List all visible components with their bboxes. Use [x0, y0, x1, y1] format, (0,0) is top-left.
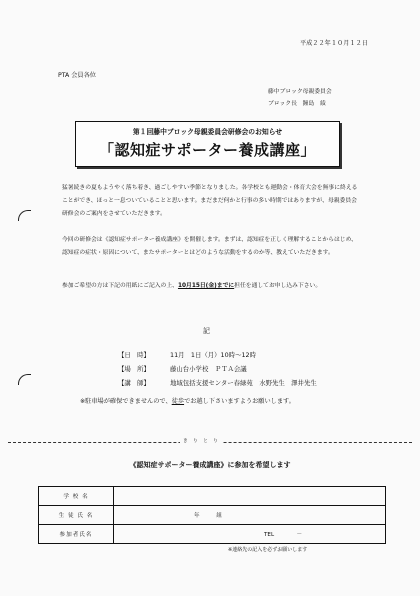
- datetime-label: 【日 時】: [118, 351, 150, 359]
- event-info: [118, 348, 317, 390]
- place-row: [118, 362, 317, 376]
- place-value: 藤山台小学校 ＰＴＡ会議: [170, 365, 247, 373]
- punch-hole-mark: [18, 374, 31, 385]
- datetime-value: 11月 1日（月）10時〜12時: [170, 351, 256, 359]
- paragraph-details: 今回の研修会は《認知症サポーター養成講座》を開催します。まずは、認知症を正しく理解することからはじめ、認知症の症状・原因について、またサポーターとはどのような活動をするのか等、教えていただきます。: [62, 237, 357, 256]
- title-main: 「認知症サポーター養成講座」: [98, 141, 316, 159]
- application-form: [38, 486, 386, 544]
- form-row-student: [39, 506, 386, 525]
- sender-person: ブロック長 鐘島 綾: [268, 101, 326, 107]
- ki-heading: 記: [203, 327, 210, 335]
- parking-text-b: でお越し下さいますようお願いします。: [184, 398, 295, 405]
- participant-name-field[interactable]: TEL －: [114, 525, 386, 544]
- form-heading: 《認知症サポーター養成講座》に参加を希望します: [129, 461, 291, 469]
- parking-text-a: ※駐車場が確保できませんので、: [80, 398, 172, 405]
- title-subtitle: 第１回藤中ブロック母親委員会研修会のお知らせ: [132, 128, 283, 136]
- punch-hole-mark: [18, 210, 31, 221]
- form-label: 生 徒 氏 名: [39, 506, 114, 525]
- recipient: PTA 会員各位: [58, 72, 96, 79]
- form-row-participant: [39, 525, 386, 544]
- place-label: 【場 所】: [118, 365, 150, 373]
- cut-label: き り と り: [180, 438, 223, 444]
- paragraph-greeting: 猛暑続きの夏もようやく落ち着き、過ごしやすい季節となりました。各学校とも運動会・体育大会を無事に終えることができ、ほっと一息ついていることと思います。まだまだ何かと行事の多い時期ではありますが、母親委員会研修会のご案内をさせていただきます。: [62, 185, 358, 217]
- student-name-field[interactable]: 年 組: [114, 506, 386, 525]
- title-box: [75, 121, 340, 167]
- form-row-school: [39, 487, 386, 506]
- form-label: 学 校 名: [39, 487, 114, 506]
- form-label: 参加者氏名: [39, 525, 114, 544]
- lecturer-row: [118, 376, 317, 390]
- datetime-row: [118, 348, 317, 362]
- parking-note: [80, 396, 295, 405]
- sender-organization: 藤中ブロック母親委員会: [268, 89, 332, 95]
- form-footnote: ※連絡先の記入を必ずお願いします: [228, 547, 308, 553]
- paragraph-application: [62, 280, 362, 293]
- lecturer-label: 【講 師】: [118, 379, 150, 387]
- deadline: 10月15日(金)までに: [177, 283, 235, 289]
- lecturer-value: 地域包括支援センター春緑苑 水野先生 澤井先生: [170, 379, 317, 387]
- document-date: 平成２２年１０月１２日: [299, 40, 368, 47]
- application-text-b: 担任を通してお申し込み下さい。: [234, 283, 322, 289]
- application-text-a: 参加ご希望の方は下記の用紙にご記入の上、: [62, 283, 178, 289]
- parking-walk: 徒歩: [171, 398, 185, 405]
- school-name-field[interactable]: [114, 487, 386, 506]
